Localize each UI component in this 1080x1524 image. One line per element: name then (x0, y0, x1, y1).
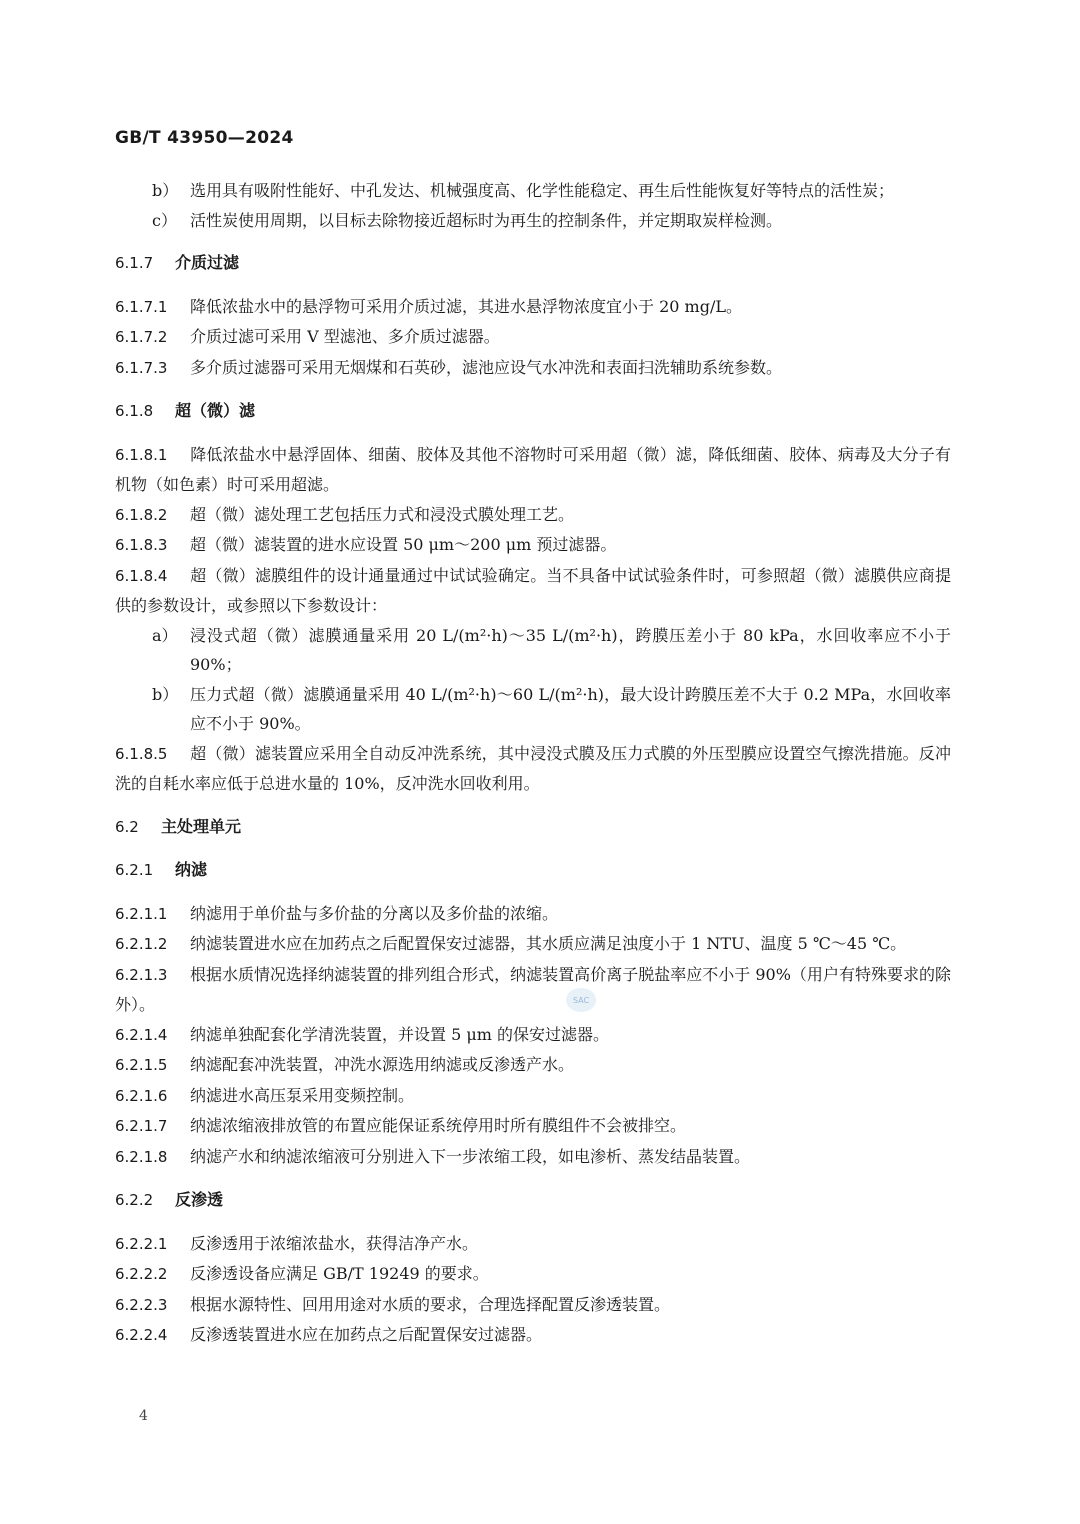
clause-text: 纳滤单独配套化学清洗装置，并设置 5 μm 的保安过滤器。 (190, 1024, 610, 1044)
clause-paragraph (115, 440, 951, 500)
list-marker: b） (152, 684, 179, 704)
list-item (115, 206, 951, 236)
sac-watermark-logo: SAC (566, 988, 596, 1012)
clause-text: 纳滤装置进水应在加药点之后配置保安过滤器，其水质应满足浊度小于 1 NTU、温度 5 ℃～45 ℃。 (190, 934, 907, 953)
list-item-text: 压力式超（微）滤膜通量采用 40 L/(m²·h)～60 L/(m²·h)，最大设计跨膜压差不大于 0.2 MPa，水回收率应不小于 90%。 (190, 684, 951, 733)
list-marker: c） (152, 210, 177, 230)
clause-text: 超（微）滤装置应采用全自动反冲洗系统，其中浸没式膜及压力式膜的外压型膜应设置空气擦洗措施。反冲洗的自耗水率应低于总进水量的 10%，反冲洗水回收利用。 (115, 743, 951, 793)
clause-number: 6.2.1.8 (115, 1147, 168, 1166)
clause-text: 纳滤用于单价盐与多价盐的分离以及多价盐的浓缩。 (190, 903, 559, 923)
list-item (115, 176, 951, 206)
clause-number: 6.1.7.3 (115, 358, 168, 377)
section-title: 主处理单元 (161, 816, 242, 836)
clause-number: 6.2.2.4 (115, 1326, 168, 1344)
list-marker: a） (152, 625, 178, 645)
section-number: 6.1.8 (115, 402, 154, 420)
clause-text: 根据水质情况选择纳滤装置的排列组合形式，纳滤装置高价离子脱盐率应不小于 90%（用户有特殊要求的除外）。 (115, 964, 951, 1014)
clause-text: 多介质过滤器可采用无烟煤和石英砂，滤池应设气水冲洗和表面扫洗辅助系统参数。 (190, 357, 783, 377)
clause-text: 根据水源特性、回用用途对水质的要求，合理选择配置反渗透装置。 (190, 1294, 671, 1314)
section-title: 纳滤 (175, 860, 208, 879)
list-item-text: 选用具有吸附性能好、中孔发达、机械强度高、化学性能稳定、再生后性能恢复好等特点的活性炭； (190, 181, 895, 200)
clause-number: 6.2.1.7 (115, 1117, 168, 1135)
section-number: 6.1.7 (115, 254, 154, 272)
clause-text: 反渗透装置进水应在加药点之后配置保安过滤器。 (190, 1325, 543, 1344)
clause-paragraph (115, 500, 951, 531)
clause-number: 6.1.8.3 (115, 536, 168, 554)
clause-paragraph (115, 1290, 951, 1321)
clause-paragraph (115, 1142, 951, 1173)
clause-text: 纳滤浓缩液排放管的布置应能保证系统停用时所有膜组件不会被排空。 (190, 1116, 687, 1135)
list-item (115, 680, 951, 739)
clause-text: 介质过滤可采用 V 型滤池、多介质过滤器。 (190, 327, 500, 346)
clause-paragraph (115, 1111, 951, 1142)
clause-paragraph (115, 899, 951, 930)
list-item (115, 621, 951, 680)
clause-number: 6.2.2.2 (115, 1265, 168, 1283)
clause-paragraph (115, 1020, 951, 1051)
clause-number: 6.1.8.2 (115, 505, 168, 524)
list-marker: b） (152, 181, 179, 200)
clause-paragraph (115, 292, 951, 323)
clause-paragraph (115, 1050, 951, 1081)
clause-text: 纳滤配套冲洗装置，冲洗水源选用纳滤或反渗透产水。 (190, 1055, 575, 1074)
clause-text: 降低浓盐水中悬浮固体、细菌、胶体及其他不溶物时可采用超（微）滤，降低细菌、胶体、病毒及大分子有机物（如色素）时可采用超滤。 (115, 444, 951, 494)
document-body (115, 176, 951, 1351)
section-heading (115, 1185, 951, 1216)
list-item-text: 浸没式超（微）滤膜通量采用 20 L/(m²·h)～35 L/(m²·h)，跨膜压差小于 80 kPa，水回收率应不小于 90%； (190, 625, 951, 674)
section-title: 反渗透 (175, 1190, 224, 1209)
list-item-text: 活性炭使用周期，以目标去除物接近超标时为再生的控制条件，并定期取炭样检测。 (190, 210, 783, 230)
clause-text: 超（微）滤膜组件的设计通量通过中试试验确定。当不具备中试试验条件时，可参照超（微）滤膜供应商提供的参数设计，或参照以下参数设计： (115, 565, 951, 615)
clause-text: 纳滤进水高压泵采用变频控制。 (190, 1085, 415, 1105)
clause-paragraph (115, 1081, 951, 1112)
clause-paragraph (115, 960, 951, 1020)
section-heading (115, 396, 951, 427)
clause-text: 纳滤产水和纳滤浓缩液可分别进入下一步浓缩工段，如电渗析、蒸发结晶装置。 (190, 1146, 751, 1166)
clause-paragraph (115, 1259, 951, 1290)
clause-paragraph (115, 1229, 951, 1260)
clause-paragraph (115, 1320, 951, 1351)
clause-number: 6.2.1.4 (115, 1025, 168, 1044)
clause-paragraph (115, 739, 951, 799)
clause-number: 6.2.2.3 (115, 1295, 168, 1314)
section-heading (115, 248, 951, 279)
clause-paragraph (115, 353, 951, 384)
section-heading (115, 812, 951, 843)
clause-text: 超（微）滤装置的进水应设置 50 μm～200 μm 预过滤器。 (190, 535, 617, 554)
clause-text: 超（微）滤处理工艺包括压力式和浸没式膜处理工艺。 (190, 504, 575, 524)
clause-paragraph (115, 561, 951, 621)
clause-number: 6.1.7.2 (115, 328, 168, 346)
clause-number: 6.1.8.5 (115, 744, 168, 763)
clause-number: 6.2.1.5 (115, 1056, 168, 1074)
section-title: 介质过滤 (175, 253, 240, 272)
clause-number: 6.2.1.6 (115, 1086, 168, 1105)
clause-number: 6.1.7.1 (115, 297, 168, 316)
clause-number: 6.2.1.3 (115, 965, 168, 984)
clause-paragraph (115, 929, 951, 960)
clause-number: 6.2.1.1 (115, 904, 168, 923)
clause-paragraph (115, 322, 951, 353)
clause-number: 6.2.1.2 (115, 935, 168, 953)
clause-paragraph (115, 530, 951, 561)
clause-number: 6.1.8.1 (115, 445, 168, 464)
section-number: 6.2.1 (115, 861, 154, 879)
page-number: 4 (139, 1408, 148, 1424)
clause-text: 反渗透用于浓缩浓盐水，获得洁净产水。 (190, 1233, 479, 1253)
clause-number: 6.2.2.1 (115, 1234, 168, 1253)
standard-code: GB/T 43950—2024 (115, 128, 294, 148)
section-number: 6.2.2 (115, 1191, 154, 1209)
section-title: 超（微）滤 (175, 401, 256, 420)
clause-text: 降低浓盐水中的悬浮物可采用介质过滤，其进水悬浮物浓度宜小于 20 mg/L。 (190, 296, 742, 316)
section-number: 6.2 (115, 817, 139, 836)
section-heading (115, 855, 951, 886)
clause-text: 反渗透设备应满足 GB/T 19249 的要求。 (190, 1264, 489, 1283)
clause-number: 6.1.8.4 (115, 566, 168, 585)
